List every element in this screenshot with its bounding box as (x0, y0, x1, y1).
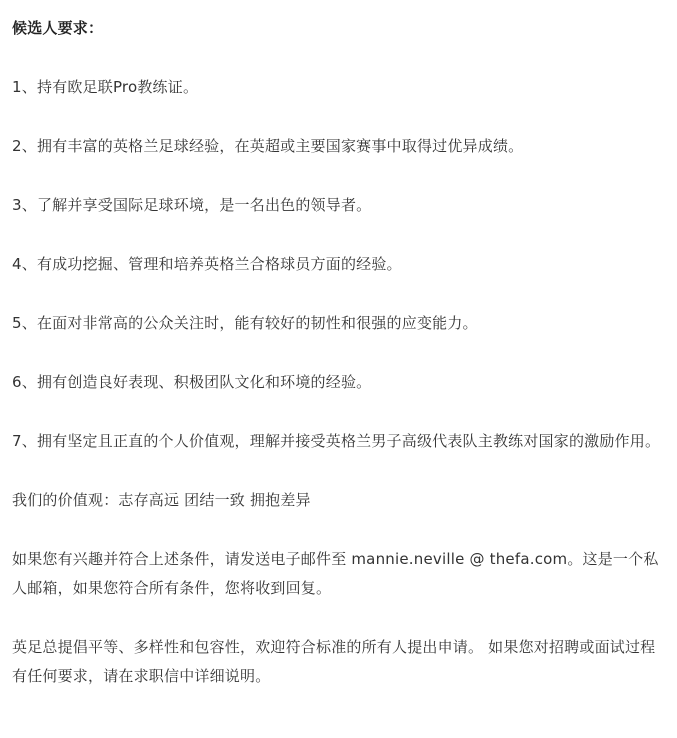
requirement-1: 1、持有欧足联Pro教练证。 (12, 78, 199, 96)
spacer (12, 102, 662, 132)
contact-paragraph: 如果您有兴趣并符合上述条件，请发送电子邮件至 mannie.neville @ thefa.com。这是一个私人邮箱，如果您符合所有条件，您将收到回复。 (12, 550, 659, 597)
article-body (12, 14, 662, 691)
requirement-3: 3、了解并享受国际足球环境，是一名出色的领导者。 (12, 196, 372, 214)
requirement-4: 4、有成功挖掘、管理和培养英格兰合格球员方面的经验。 (12, 255, 402, 273)
requirement-2: 2、拥有丰富的英格兰足球经验，在英超或主要国家赛事中取得过优异成绩。 (12, 137, 524, 155)
spacer (12, 397, 662, 427)
equality-paragraph: 英足总提倡平等、多样性和包容性，欢迎符合标准的所有人提出申请。 如果您对招聘或面试过程有任何要求，请在求职信中详细说明。 (12, 638, 656, 685)
values-statement: 我们的价值观：志存高远 团结一致 拥抱差异 (12, 491, 311, 509)
spacer (12, 279, 662, 309)
requirement-7: 7、拥有坚定且正直的个人价值观，理解并接受英格兰男子高级代表队主教练对国家的激励作用。 (12, 432, 661, 450)
requirement-6: 6、拥有创造良好表现、积极团队文化和环境的经验。 (12, 373, 372, 391)
requirement-5: 5、在面对非常高的公众关注时，能有较好的韧性和很强的应变能力。 (12, 314, 478, 332)
section-heading: 候选人要求： (12, 19, 104, 37)
spacer (12, 515, 662, 545)
spacer (12, 161, 662, 191)
spacer (12, 338, 662, 368)
spacer (12, 603, 662, 633)
spacer (12, 456, 662, 486)
spacer (12, 220, 662, 250)
spacer (12, 43, 662, 73)
